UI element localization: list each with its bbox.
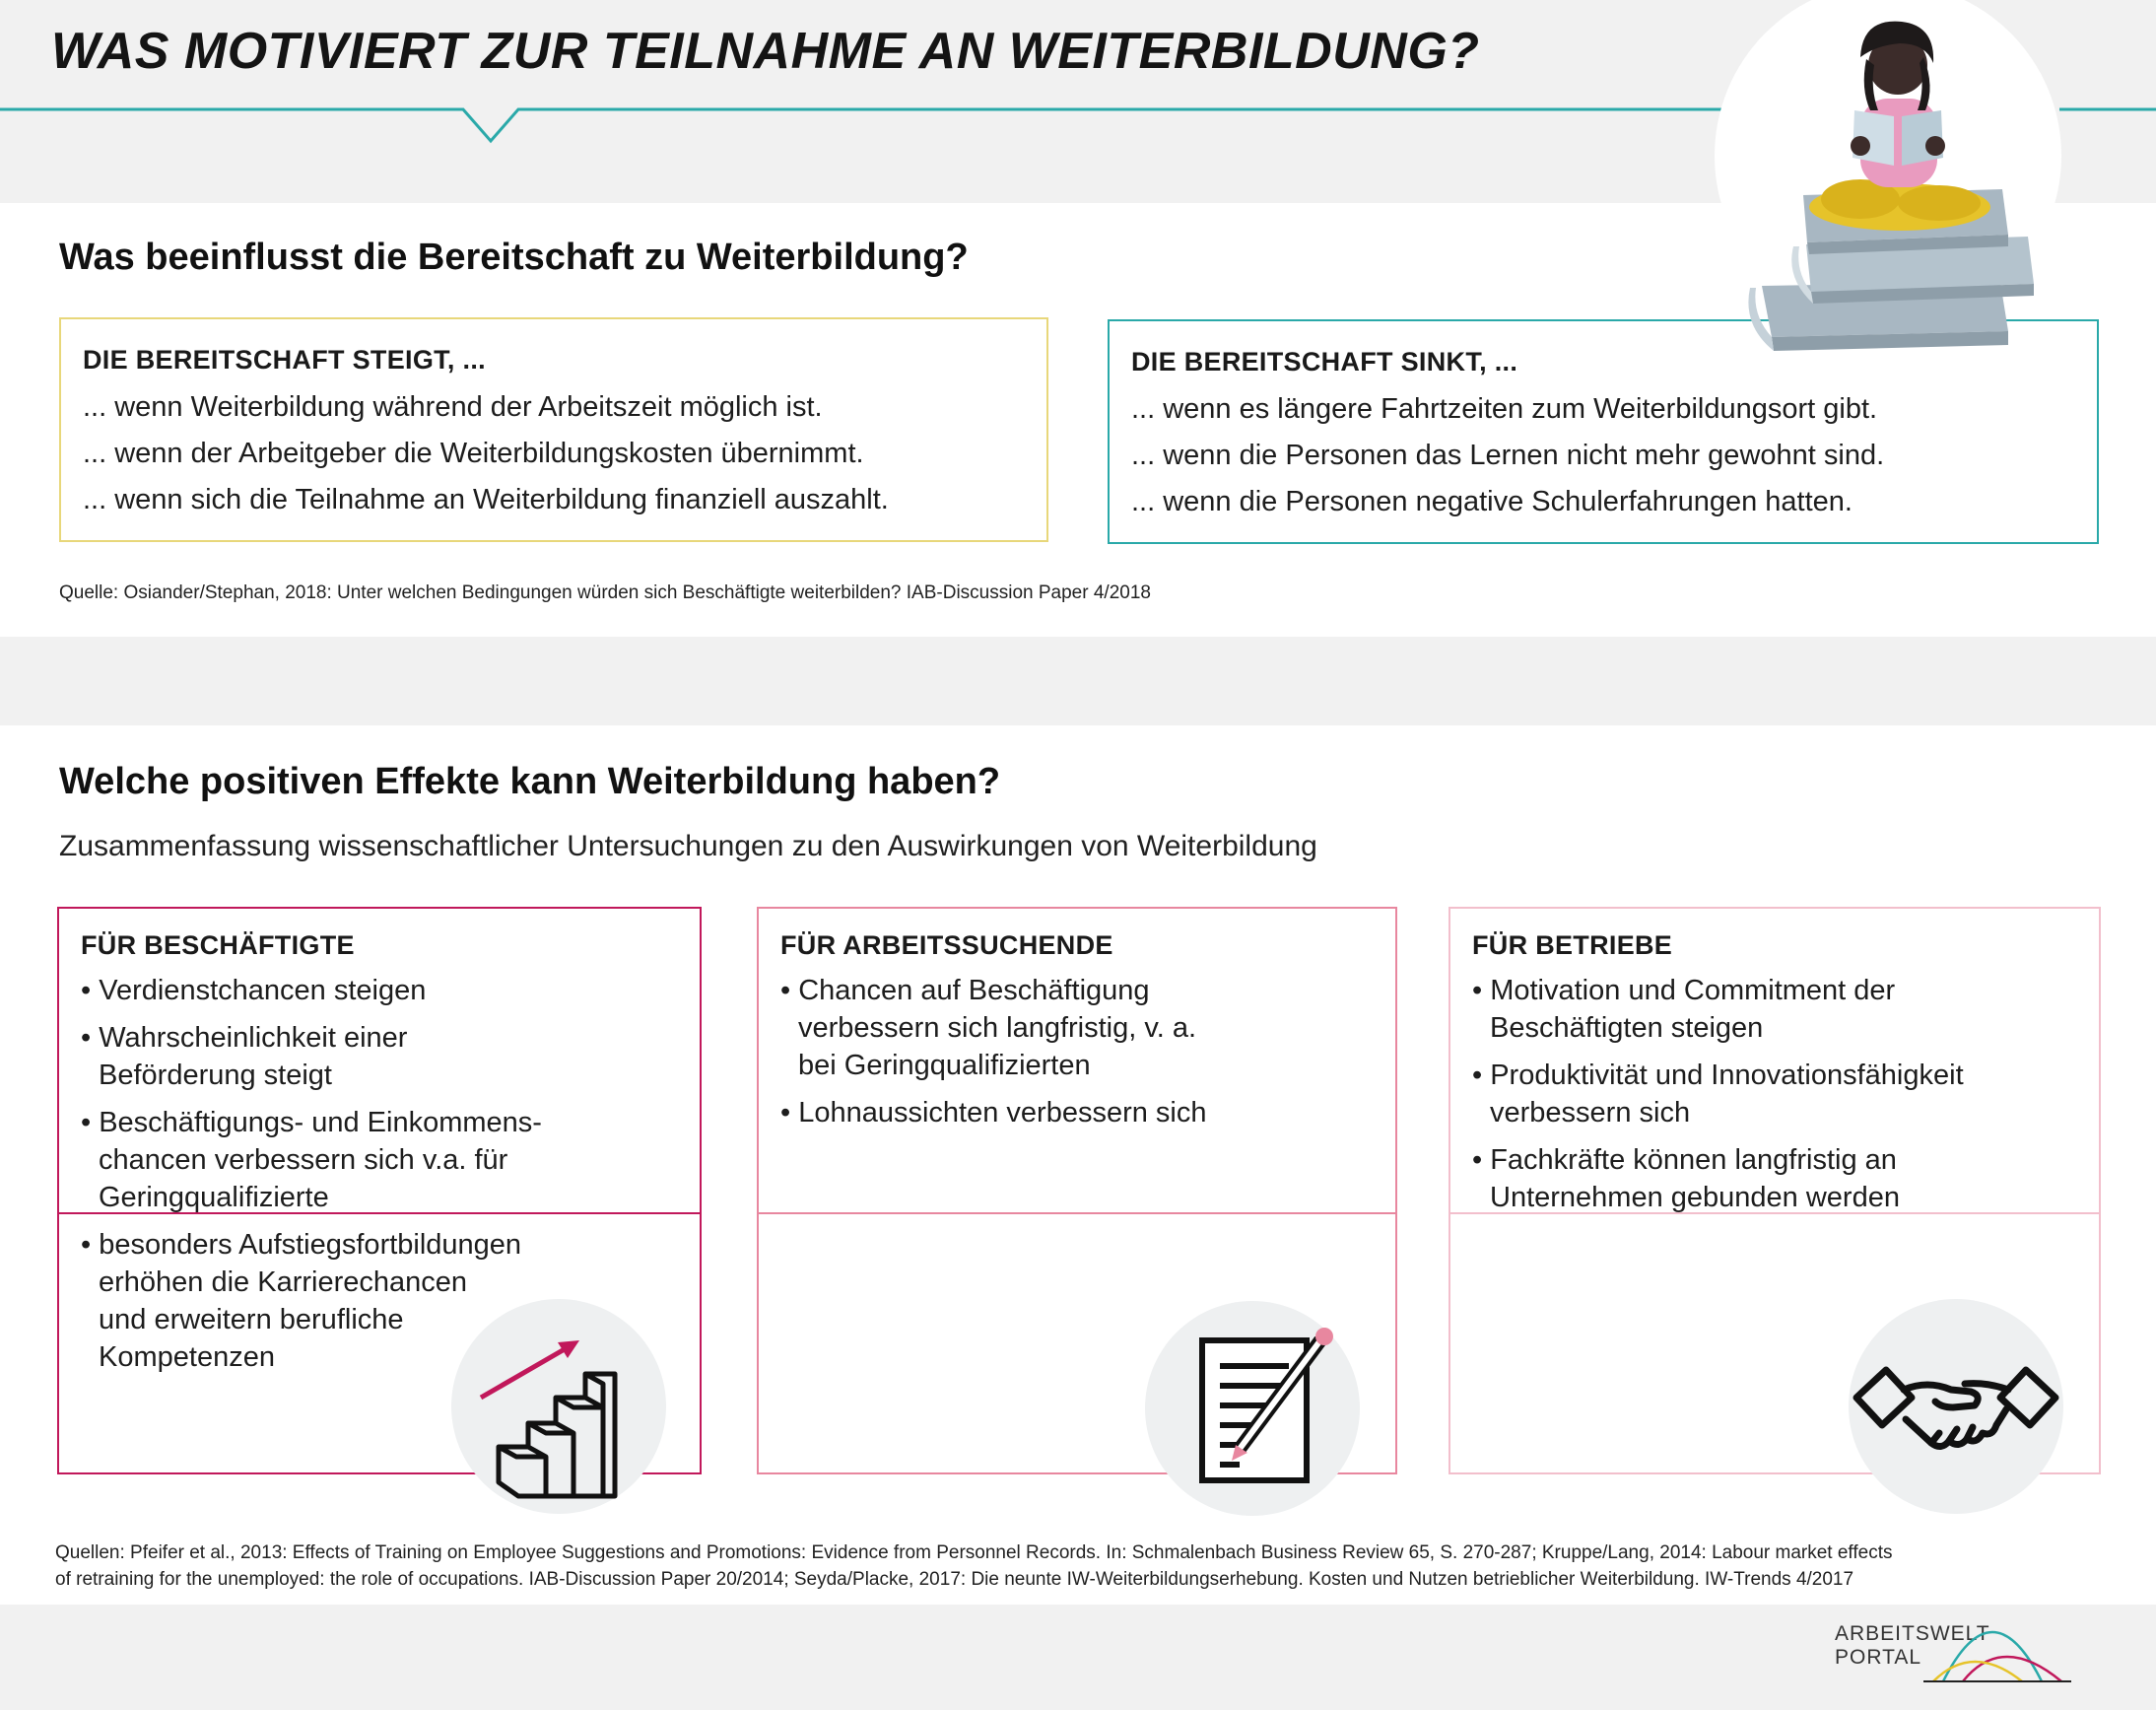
readiness-rises-title: DIE BEREITSCHAFT STEIGT, ... <box>83 345 486 375</box>
list-item: ... wenn es längere Fahrtzeiten zum Weiterbildungsort gibt. <box>1131 393 1878 425</box>
card-employees <box>57 907 702 1373</box>
readiness-falls-title: DIE BEREITSCHAFT SINKT, ... <box>1131 347 1518 376</box>
handshake-icon-circle <box>1849 1299 2063 1514</box>
readiness-rises-box <box>59 317 1048 542</box>
list-item: • Motivation und Commitment der Beschäftigten steigen <box>1472 975 1896 1044</box>
effects-sources: Quellen: Pfeifer et al., 2013: Effects of Training on Employee Suggestions and Promotions: Evidence from Personnel Records. In: Schmalenbach Business Review 65, S. 270-287; Kruppe/Lang, 2014: Labour market effects of retraining for the unemployed: the role of occupations. IAB-Discussion Paper 20/2014; Seyda/Placke, 2017: Die neunte IW-Weiterbildungserhebung. Kosten und Nutzen betrieblicher Weiterbildung. IW-Trends 4/2017 <box>55 1542 1893 1590</box>
page-title: WAS MOTIVIERT ZUR TEILNAHME AN WEITERBILDUNG? <box>51 23 1480 80</box>
card-companies <box>1449 907 2101 1214</box>
effects-heading: Welche positiven Effekte kann Weiterbildung haben? <box>59 761 1001 802</box>
arbeitswelt-portal-logo[interactable] <box>1835 1622 2071 1685</box>
list-item: ... wenn der Arbeitgeber die Weiterbildungskosten übernimmt. <box>83 438 864 469</box>
list-item: • Wahrscheinlichkeit einer Beförderung steigt <box>81 1022 408 1091</box>
card-jobseekers-list <box>780 972 1391 1141</box>
card-jobseekers <box>757 907 1397 1214</box>
effects-subtitle: Zusammenfassung wissenschaftlicher Untersuchungen zu den Auswirkungen von Weiterbildung <box>59 830 1317 862</box>
list-item: ... wenn die Personen negative Schulerfahrungen hatten. <box>1131 486 1853 517</box>
list-item: ... wenn die Personen das Lernen nicht mehr gewohnt sind. <box>1131 440 1885 471</box>
list-item: ... wenn sich die Teilnahme an Weiterbildung finanziell auszahlt. <box>83 484 889 515</box>
list-item: • Chancen auf Beschäftigung verbessern sich langfristig, v. a. bei Geringqualifizierten <box>780 975 1197 1081</box>
logo-text: ARBEITSWELT PORTAL <box>1835 1622 1990 1669</box>
card-employees-title: FÜR BESCHÄFTIGTE <box>81 930 355 960</box>
readiness-rises-list <box>83 384 889 523</box>
list-item: • Lohnaussichten verbessern sich <box>780 1097 1207 1129</box>
readiness-falls-list <box>1131 386 1884 525</box>
list-item: • Verdienstchancen steigen <box>81 975 427 1006</box>
document-icon-circle <box>1145 1301 1360 1516</box>
list-item: ... wenn Weiterbildung während der Arbeitszeit möglich ist. <box>83 391 823 423</box>
handshake-icon <box>1849 1299 2063 1514</box>
readiness-source: Quelle: Osiander/Stephan, 2018: Unter welchen Bedingungen würden sich Beschäftigte weiterbilden? IAB-Discussion Paper 4/2018 <box>59 582 1151 603</box>
list-item: • Produktivität und Innovationsfähigkeit verbessern sich <box>1472 1060 1964 1129</box>
list-item: • Fachkräfte können langfristig an Unternehmen gebunden werden <box>1472 1144 1900 1213</box>
reader-on-books-illustration <box>1713 0 2067 375</box>
list-item: • besonders Aufstiegsfortbildungen erhöhen die Karrierechancen und erweitern berufliche Kompetenzen <box>81 1229 522 1373</box>
readiness-heading: Was beeinflusst die Bereitschaft zu Weiterbildung? <box>59 237 969 278</box>
document-pen-icon <box>1145 1301 1360 1516</box>
card-companies-title: FÜR BETRIEBE <box>1472 930 1673 960</box>
stairs-icon-circle <box>451 1299 666 1514</box>
list-item: • Beschäftigungs- und Einkommens- chancen verbessern sich v.a. für Geringqualifizierte <box>81 1107 542 1213</box>
stairs-arrow-icon <box>451 1299 666 1514</box>
card-jobseekers-title: FÜR ARBEITSSUCHENDE <box>780 930 1113 960</box>
logo-curves-icon <box>1923 1622 2071 1683</box>
card-companies-list <box>1472 972 2103 1226</box>
